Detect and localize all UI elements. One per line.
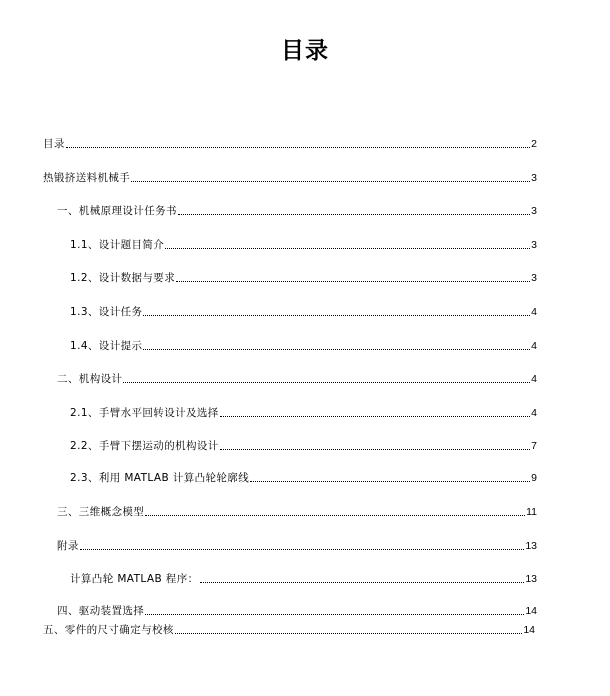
toc-leader-dots	[178, 214, 530, 215]
toc-entry-text: 2.1、手臂水平回转设计及选择	[70, 407, 219, 419]
toc-page-number: 14	[525, 605, 537, 617]
toc-page-number: 4	[531, 306, 537, 318]
toc-page-number: 11	[526, 506, 537, 518]
toc-entry-2-3[interactable]	[70, 471, 537, 485]
toc-leader-dots	[176, 281, 530, 282]
toc-entry-heading[interactable]	[43, 171, 537, 185]
toc-leader-dots	[145, 515, 525, 516]
toc-entry-section-4[interactable]	[57, 604, 537, 618]
toc-entry-1-3[interactable]	[70, 305, 537, 319]
toc-page-number: 4	[531, 373, 537, 385]
toc-page-number: 3	[531, 172, 537, 184]
toc-leader-dots	[250, 481, 530, 482]
toc-entry-matlab-program[interactable]	[70, 572, 537, 586]
toc-entry-appendix[interactable]	[57, 539, 537, 553]
toc-entry-section-3[interactable]	[57, 505, 537, 519]
toc-page-number: 3	[531, 239, 537, 251]
toc-entry-text: 四、驱动装置选择	[57, 605, 145, 617]
toc-page-number: 2	[531, 138, 537, 150]
toc-leader-dots	[123, 382, 530, 383]
toc-entry-1-2[interactable]	[70, 271, 537, 285]
toc-page-number: 4	[531, 340, 537, 352]
toc-leader-dots	[66, 147, 530, 148]
toc-entry-text: 二、机构设计	[57, 373, 123, 385]
toc-entry-text: 1.3、设计任务	[70, 306, 143, 318]
toc-entry-contents[interactable]	[43, 137, 537, 151]
toc-leader-dots	[175, 633, 523, 634]
toc-entry-1-1[interactable]	[70, 238, 537, 252]
page-title: 目录	[281, 38, 329, 64]
toc-entry-text: 1.4、设计提示	[70, 340, 143, 352]
toc-page-number: 14	[523, 624, 535, 636]
toc-entry-text: 2.2、手臂下摆运动的机构设计	[70, 440, 219, 452]
toc-entry-2-1[interactable]	[70, 406, 537, 420]
toc-entry-text: 1.2、设计数据与要求	[70, 272, 176, 284]
toc-entry-section-2[interactable]	[57, 372, 537, 386]
toc-leader-dots	[131, 181, 530, 182]
toc-entry-text: 热锻挤送料机械手	[43, 172, 131, 184]
toc-page-number: 3	[531, 205, 537, 217]
toc-page-number: 7	[531, 440, 537, 452]
toc-entry-text: 附录	[57, 540, 79, 552]
toc-page-number: 13	[525, 540, 537, 552]
toc-leader-dots	[220, 416, 530, 417]
toc-entry-section-1[interactable]	[57, 204, 537, 218]
toc-entry-section-5[interactable]	[43, 623, 535, 637]
toc-entry-text: 2.3、利用 MATLAB 计算凸轮轮廓线	[70, 472, 250, 484]
toc-leader-dots	[220, 449, 530, 450]
toc-page-number: 13	[525, 573, 537, 585]
toc-entry-text: 一、机械原理设计任务书	[57, 205, 177, 217]
toc-page-number: 4	[531, 407, 537, 419]
toc-entry-text: 计算凸轮 MATLAB 程序：	[70, 573, 199, 585]
toc-leader-dots	[143, 349, 530, 350]
toc-page-number: 9	[531, 472, 537, 484]
toc-entry-2-2[interactable]	[70, 439, 537, 453]
toc-entry-text: 五、零件的尺寸确定与校核	[43, 624, 174, 636]
toc-leader-dots	[143, 315, 530, 316]
toc-leader-dots	[145, 614, 524, 615]
toc-leader-dots	[80, 549, 525, 550]
toc-entry-text: 三、三维概念模型	[57, 506, 145, 518]
toc-entry-text: 目录	[43, 138, 65, 150]
toc-leader-dots	[165, 248, 530, 249]
toc-entry-1-4[interactable]	[70, 339, 537, 353]
toc-page-number: 3	[531, 272, 537, 284]
toc-leader-dots	[200, 582, 525, 583]
toc-entry-text: 1.1、设计题目简介	[70, 239, 165, 251]
